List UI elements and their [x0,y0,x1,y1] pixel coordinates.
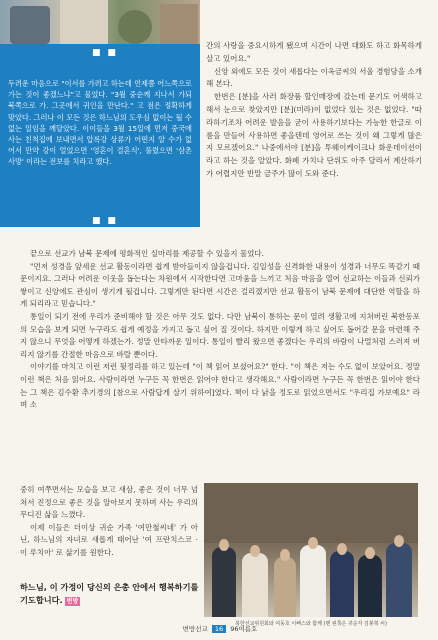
photo-person-head [308,537,318,549]
section-marker-top: ■ ■ [92,48,118,58]
paragraph: 한번은 [분]을 사러 화장품 할인매장에 갔는데 문기도 어색하고 해서 눈으로 찾았지만 [분](미라)이 없었다 있는 것은 없었다. "따라하기조차 어려운 발음을 굳이 사용하기보다는 가능한 한글로 이름을 만들어 사용하면 좋을텐데 영어로 쓰는 것이 왜 그렇게 많은지 모르겠어요." 나중에서야 [분]을 투웨이케이크나 화운데이션이라고 하는 것을 알았다. 화폐 가치나 단위도 아주 달라서 계산하기가 어렵지만 반말 금주가 많이 도와 준다. [206,92,422,178]
photo-caption: 북한선교위원회와 여동호 이뻐스와 함께 (맨 왼쪽은 귀순자 김봉혁 씨) [235,621,387,627]
photo-person [274,557,296,617]
photo-person-head [337,543,347,555]
section-marker-bottom: ■ ■ [92,216,118,226]
author-tag: 변방 [66,597,79,605]
header-photo-strip [0,0,200,44]
photo-person-head [250,545,260,557]
closing-prayer-text: 하느님, 이 가정이 당신의 은총 안에서 행복하기를 기도합니다. [20,582,199,605]
photo-person [212,547,236,617]
paragraph: 통일이 되기 전에 우리가 준비해야 할 것은 아무 것도 없다. 다만 남북이 통하는 문이 열려 생활고에 지쳐버린 북한동포의 모습을 보게 되면 누구라도 쉽게 예정을 가지고 돕고 싶어 질 것이다. 하지만 이렇게 하고 싶어도 돕어갈 문을 마련해 주지 않으니 무엇을 어떻게 하겠는가. 정말 안타까운 일이다. 통일이 빨리 왔으면 좋겠다는 우리의 바람이 나멀처럼 스러져 버리지 않기를 간절한 마음으로 바랄 뿐이다. [20,311,420,359]
page-footer [150,624,290,633]
photo-person [300,545,326,617]
header-photo-block [60,0,108,44]
header-photo-block [160,4,198,44]
paragraph: 이제 이들은 더이상 귀순 가족 '여만철씨네' 가 아닌, 하느님의 자녀로 새롭게 태어난 '여 프란치스코 · 이 루치아' 로 삶기를 원한다. [20,522,198,557]
photo-person-head [394,535,404,547]
closing-prayer [20,581,200,606]
paragraph: 간의 사랑을 중요시하게 됐으며 시간이 나면 대화도 하고 화목하게 살고 있어요." [206,41,422,63]
footer-magazine-name: 변방선교 [182,625,208,633]
photo-person [386,543,412,617]
right-column-text [206,40,422,181]
main-body-text [20,248,420,412]
paragraph: 끝으로 선교가 남북 문제에 평화적인 실마리를 제공할 수 있을지 물었다. [30,249,264,258]
photo-person-head [219,539,229,551]
photo-person [358,555,382,617]
footer-issue: 96여름호 [230,625,258,633]
header-photo-block [10,6,50,44]
paragraph: 이야기를 마치고 이런 저런 뒷정리를 하고 있는데 "이 책 읽어 보셨어요?" 한다. "이 책은 저는 수도 없이 보았어요. 정말 이런 책은 처음 읽어요. 사람이라면 누구든 꼭 한번은 읽어야 한다고 생각해요." 사람이라면 누구든 꼭 한번은 읽어야 한다는 그 책은 김수환 추기경의 [참으로 사람답게 살기 위하여]였다. 책이 다 낡을 정도로 읽었으면서도 "우리집 가보예요" 라며 소 [20,362,420,410]
header-photo-block [118,10,152,44]
photo-person-head [365,547,375,559]
paragraph: "먼저 성경을 앞세운 선교 활동이라면 쉽게 받아들이지 않을겁니다. 김일성을 신격화한 내용이 성경과 너무도 똑같기 때문이지요. 그러나 어려운 이웃을 돕는다는 차원에서 시작한다면 고마움을 느끼고 처음 마음을 열어 선교하는 이들과 신뢰가 쌓이고 신앙에도 관심이 생기게 될겁니다. 그렇게만 된다면 시간은 걸리겠지만 선교 활동이 남북 문제에 대단한 역할을 하게 되리라고 믿습니다." [20,261,420,309]
highlight-text: 두려운 마음으로 "이서를 가려고 하는데 언제쯤 어느쪽으로 가는 것이 좋겠느냐"고 물었다. "3월 중순께 지나서 가되 북쪽으로 가. 그곳에서 귀인을 만난다." 고 점은 정확하게 맞았다. 그러나 이 모든 것은 하느님의 도우심 없이는 될 수 없는 일임을 깨달았다. 이이들을 3월 15일에 먼저 중국에 사는 친척집에 보내면서 압록강 상류가 어떤지 알 수가 없어서 만약 강이 얼었으면 '영혼이 결혼식', 풀렸으면 '삼촌 사망' 이라는 전보를 치라고 했다. [8,79,192,167]
photo-person [330,551,354,617]
paragraph: 신앙 외에도 모든 것이 새롭다는 이옥금씨의 서울 경험담을 소개해 본다. [206,66,422,89]
page-number: 16 [212,625,226,633]
photo-person [242,553,268,617]
lower-left-text [20,484,198,560]
photo-person-head [280,549,290,561]
highlight-box [0,44,200,227]
group-photo [204,483,418,617]
paragraph: 중히 여쭈면서는 모습을 보고 새삼, 좋은 것이 너무 넘쳐서 진정으로 좋은 것을 알아보지 못하며 사는 우리의 무디진 삶을 느꼈다. [20,485,198,520]
photo-background [204,483,418,543]
